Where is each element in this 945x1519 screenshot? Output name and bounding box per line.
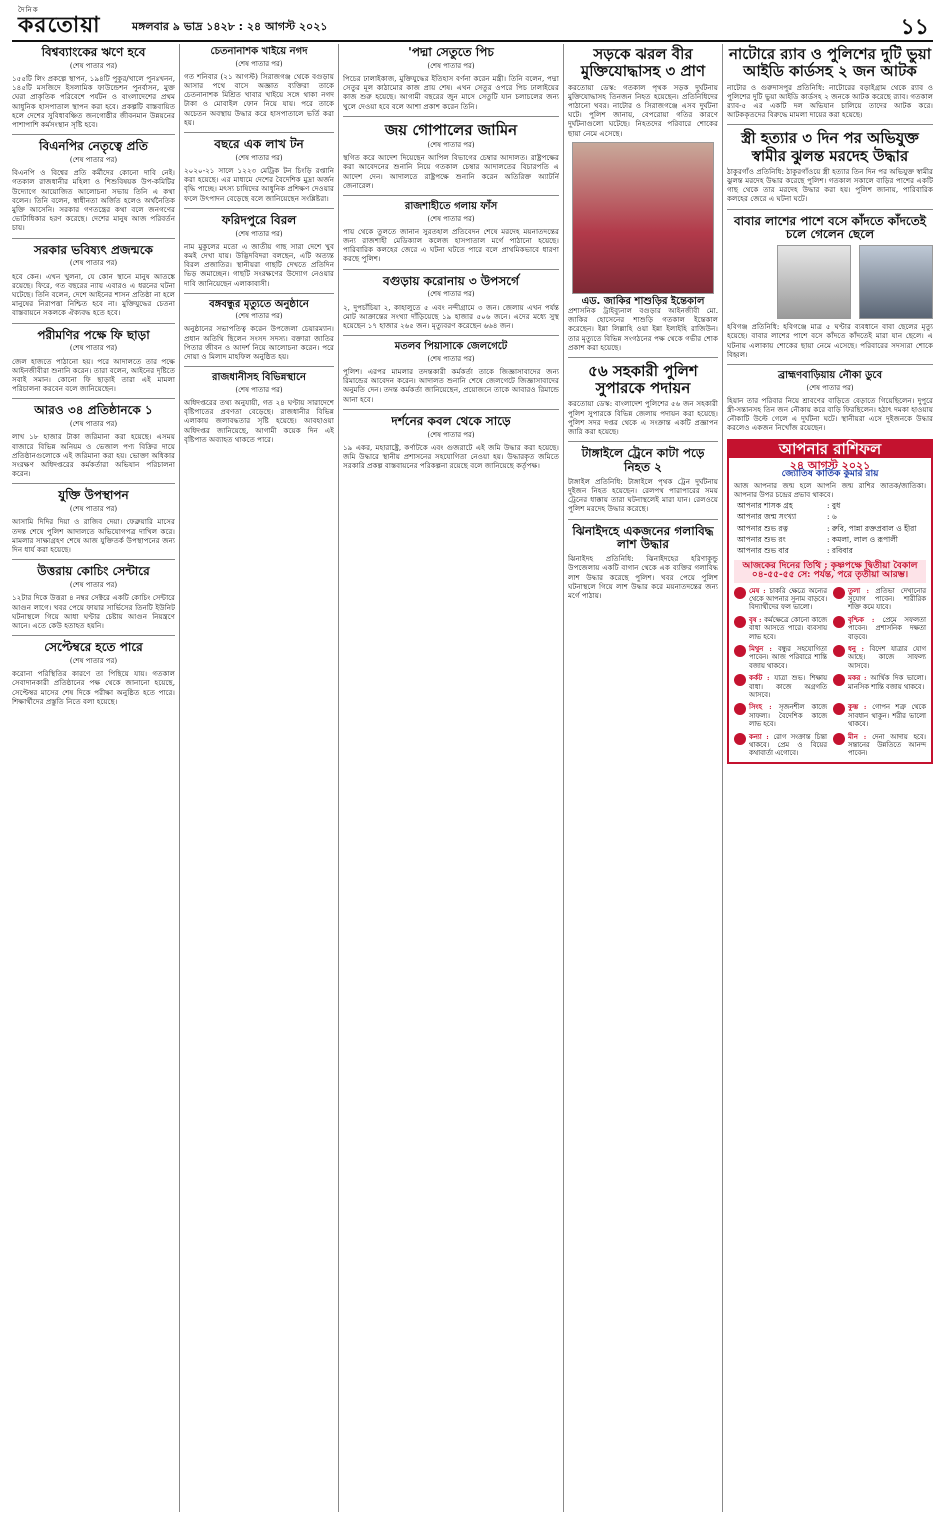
article-body: নাম মুকুলের মতো এ জাতীয় গাছ সারা দেশে খুব কমই দেখা যায়। উদ্ভিদবিদরা বলছেন, এটি অত্যন্ত বিরল প্রজাতির। স্থানীয়রা গাছটি দেখতে প্রতিদিন ভিড় জমাচ্ছেন। গাছটি সংরক্ষণের উদ্যোগ নেওয়ার দাবি জানিয়েছেন এলাকাবাসী। xyxy=(184,241,334,288)
headline: বঙ্গবন্ধুর মৃত্যুতে অনুষ্ঠানে xyxy=(209,298,309,310)
zodiac-text: সিংহ : সৃজনশীল কাজে সাফল্য। বৈদেশিক কাজে লাভ হবে। xyxy=(749,703,827,729)
headline: স্ত্রী হত্যার ৩ দিন পর অভিযুক্ত স্বামীর ঝুলন্ত মরদেহ উদ্ধার xyxy=(741,129,919,165)
zodiac-sign xyxy=(734,645,827,670)
zodiac-symbol-icon xyxy=(734,616,746,628)
article-body: করোনা পরিস্থিতির কারণে তা পিছিয়ে যায়। গতকাল সেবাদানকারী প্রতিষ্ঠানের পক্ষ থেকে জানানো হয়েছে, সেপ্টেম্বর মাসের শেষ দিকে পরীক্ষা অনুষ্ঠিত হতে পারে। শিক্ষার্থীদের প্রস্তুতি নিতে বলা হয়েছে। xyxy=(12,669,175,706)
zodiac-sign xyxy=(734,674,827,699)
zodiac-symbol-icon xyxy=(833,674,845,686)
article-body: পায় থেকে তুলতে জানান সুরতহাল প্রতিবেদন শেষে মরদেহ ময়নাতদন্তের জন্য রাজশাহী মেডিক্যাল কলেজ হাসপাতাল মর্গে পাঠানো হয়েছে। পারিবারিক কলহের জেরে এ ঘটনা ঘটতে পারে বলে প্রাথমিকভাবে ধারণা করছে পুলিশ। xyxy=(343,226,559,264)
headline: বাবার লাশের পাশে বসে কাঁদতে কাঁদতেই চলে গেলেন ছেলে xyxy=(734,213,926,242)
zodiac-signs xyxy=(729,587,931,758)
continuation-note: (শেষ পাতার পর) xyxy=(69,505,118,514)
newspaper-logo xyxy=(18,8,101,45)
divider xyxy=(184,293,334,294)
continuation-note: (শেষ পাতার পর) xyxy=(69,656,118,665)
fact-label: আপনার শুভ রত্ন xyxy=(737,523,789,533)
divider xyxy=(568,357,718,358)
zodiac-sign xyxy=(734,733,827,758)
zodiac-symbol-icon xyxy=(734,733,746,745)
divider xyxy=(343,195,559,196)
article-body: অধিদপ্তরের তথ্য অনুযায়ী, গত ২৪ ঘণ্টায় সারাদেশে বৃষ্টিপাতের প্রবণতা বেড়েছে। রাজধানীর বিভিন্ন এলাকায় জলাবদ্ধতার সৃষ্টি হয়েছে। আবহাওয়া অধিদপ্তর জানিয়েছে, আগামী কয়েক দিন এই বৃষ্টিপাত অব্যাহত থাকতে পারে। xyxy=(184,397,334,444)
zodiac-sign xyxy=(833,733,926,758)
continuation-note: (শেষ পাতার পর) xyxy=(427,430,475,439)
photo-row xyxy=(727,245,933,319)
divider xyxy=(568,519,718,520)
divider xyxy=(12,635,175,636)
article-body: করতোয়া ডেস্ক: বাংলাদেশ পুলিশের ৫৬ জন সহকারী পুলিশ সুপারকে বিভিন্ন জেলায় পদায়ন করা হয়েছে। পুলিশ সদর দপ্তর থেকে এ সংক্রান্ত একটি প্রজ্ঞাপন জারি করা হয়েছে। xyxy=(568,399,718,437)
zodiac-text: কর্কট : যাত্রা শুভ। শিক্ষায় বাধা। কাজে অগ্রগতি আসবে। xyxy=(749,674,827,700)
headline: ফরিদপুরে বিরল xyxy=(221,212,297,227)
article-body: স্থগিত করে আদেশ দিয়েছেন আপিল বিভাগের চেম্বার আদালত। রাষ্ট্রপক্ষের করা আবেদনের শুনানি নিয়ে গতকাল চেম্বার আদালতের বিচারপতি এ আদেশ দেন। আদালতে রাষ্ট্রপক্ষে শুনানি করেন অতিরিক্ত অ্যাটর্নি জেনারেল। xyxy=(343,153,559,190)
tithi: আজকের দিনের তিথি : কৃষ্ণপক্ষে দ্বিতীয়া বৈকাল ০৪-৫৫-৫৫ সে: পর্যন্ত, পরে তৃতীয়া আরম্ভ। xyxy=(734,560,926,582)
zodiac-symbol-icon xyxy=(833,703,845,715)
continuation-note: (শেষ পাতার পর) xyxy=(235,312,283,321)
zodiac-name: কর্কট : xyxy=(749,674,775,683)
article-body: লাখ ১৮ হাজার টাকা জরিমানা করা হয়েছে। এসময় বাজারে বিভিন্ন অনিয়ম ও ভেজাল পণ্য বিক্রির দায়ে প্রতিষ্ঠানগুলোকে এই জরিমানা করা হয়। ভোক্তা অধিকার সংরক্ষণ অধিদপ্তরের কর্মকর্তারা অভিযান পরিচালনা করেন। xyxy=(12,432,175,479)
column-1 xyxy=(12,44,175,1512)
continuation-note: (শেষ পাতার পর) xyxy=(69,581,118,590)
continuation-note: (শেষ পাতার পর) xyxy=(427,214,475,223)
fact-label: আপনার শাসক গ্রহ xyxy=(737,501,793,511)
divider xyxy=(12,323,175,324)
zodiac-text: বৃশ্চিক : প্রেমে সফলতা পাবেন। প্রশাসনিক দক্ষতা বাড়বে। xyxy=(848,615,926,641)
continuation-note: (শেষ পাতার পর) xyxy=(235,385,283,394)
article-body: বিএনপি ও বিশ্বের প্রতি কর্মীদের কোনো দাবি নেই। গতকাল রাজধানীর মহিলা ও শিশুবিষয়ক উপ-কমিটির উদ্যোগে আয়োজিত আলোচনা সভায় তিনি এ কথা বলেন। তিনি বলেন, স্বাধীনতা অর্জিত হলেও অর্থনৈতিক মুক্তি আসেনি। সরকার গণতন্ত্রের কথা বলে জনগণের ভোটাধিকার হরণ করেছে। দেশের মানুষ আজ পরিবর্তন চায়। xyxy=(12,168,175,233)
headline: রাজশাহীতে গলায় ফাঁস xyxy=(404,201,498,213)
column-3 xyxy=(343,44,559,1512)
headline: জয় গোপালের জামিন xyxy=(384,120,518,139)
horoscope-fact-row xyxy=(729,523,931,534)
article-body: ২, দুপচাঁচিয়া ২, কাহালুতে ৫ এবং নন্দীগ্রামে ৩ জন। জেলায় এখন পর্যন্ত মোট আক্রান্তের সংখ্যা দাঁড়িয়েছে ১৯ হাজার ৫০৬ জনে। এদের মধ্যে সুস্থ হয়েছেন ১৭ হাজার ২৬৫ জন। মৃত্যুবরণ করেছেন ৬৬৪ জন। xyxy=(343,302,559,330)
headline: টাঙ্গাইলে ট্রেনে কাটা পড়ে নিহত ২ xyxy=(581,446,705,475)
zodiac-name: সিংহ : xyxy=(749,703,779,712)
headline: ঝিনাইদহে একজনের গলাবিদ্ধ লাশ উদ্ধার xyxy=(572,523,714,552)
headline: সরকার ভবিষ্যৎ প্রজন্মকে xyxy=(34,242,153,257)
zodiac-name: মিথুন : xyxy=(749,645,778,654)
divider xyxy=(343,269,559,270)
divider xyxy=(343,335,559,336)
zodiac-symbol-icon xyxy=(734,587,746,599)
fact-value: : কমলা, লাল ও রূপালী xyxy=(827,534,898,544)
page-number: ১১ xyxy=(900,15,929,40)
zodiac-sign xyxy=(833,674,926,699)
headline: দর্শনের কবল থেকে সাড়ে xyxy=(391,413,511,428)
horoscope-box xyxy=(727,439,933,764)
article-body: হবে কেন। এখন খুলনা, যে কোন স্থানে মানুষ আতঙ্কে রয়েছে। ফিরে, গত বছরের ন্যায় এবারও এ ধরনের ঘটনা ঘটেছে। তিনি বলেন, দেশে আইনের শাসন প্রতিষ্ঠা না হলে মানুষের নিরাপত্তা নিশ্চিত হবে না। মুক্তিযুদ্ধের চেতনা বাস্তবায়নে সকলকে ঐক্যবদ্ধ হতে হবে। xyxy=(12,271,175,318)
dateline: মঙ্গলবার ৯ ভাদ্র ১৪২৮ : ২৪ আগস্ট ২০২১ xyxy=(132,20,328,33)
photo-caption: এড. জাকির শাশুড়ির ইন্তেকাল xyxy=(581,295,705,307)
headline: বিএনপির নেতৃত্বে প্রতি xyxy=(39,139,148,154)
zodiac-text: মকর : আর্থিক দিক ভালো। মানসিক শান্তি বজায় থাকবে। xyxy=(848,674,926,691)
zodiac-text: মেষ : চাকরি ক্ষেত্রে অন্যের থেকে আপনার সুনাম বাড়বে। বিদ্যার্থীদের ফল ভালো। xyxy=(749,586,827,612)
article-body: গত শনিবার (২১ আগস্ট) সিরাজগঞ্জ থেকে বগুড়ায় আসার পথে বাসে অজ্ঞাত ব্যক্তিরা তাকে চেতনানাশক মিশ্রিত খাবার খাইয়ে সঙ্গে থাকা নগদ টাকা ও মোবাইল ফোন নিয়ে যায়। পরে তাকে অচেতন অবস্থায় উদ্ধার করে হাসপাতালে ভর্তি করা হয়। xyxy=(184,71,334,127)
zodiac-text: মিথুন : বন্ধুর সহযোগিতা পাবেন। আজ পরিবারে শান্তি বজায় থাকবে। xyxy=(749,645,828,670)
zodiac-name: বৃশ্চিক : xyxy=(848,615,883,624)
headline: যুক্তি উপস্থাপন xyxy=(58,488,129,503)
continuation-note: (শেষ পাতার পর) xyxy=(427,354,475,363)
divider xyxy=(12,398,175,399)
article-body: জেল হাজতে পাঠানো হয়। পরে আদালতে তার পক্ষে আইনজীবীরা শুনানি করেন। তারা বলেন, আইনের দৃষ্টিতে সবাই সমান। কোনো ফি ছাড়াই তারা এই মামলা পরিচালনা করবেন বলে জানিয়েছেন। xyxy=(12,356,175,394)
continuation-note: (শেষ পাতার পর) xyxy=(427,290,475,299)
article-body: নাটোর ও গুরুদাসপুর প্রতিনিধি: নাটোরের বড়াইগ্রাম থেকে র‍্যাব ও পুলিশের দুটি ভুয়া আইডি কার্ডসহ ২ জনকে আটক করেছে র‍্যাব। গতকাল র‍্যাব-৫ এর একটি দল অভিযান চালিয়ে তাদের আটক করে। আটককৃতদের বিরুদ্ধে মামলা দায়ের করা হয়েছে। xyxy=(727,82,933,120)
article-body: ১২টার দিকে উত্তরা ৪ নম্বর সেক্টরে একটি কোচিং সেন্টারে আগুন লাগে। খবর পেয়ে ফায়ার সার্ভিসের তিনটি ইউনিট ঘটনাস্থলে গিয়ে আধা ঘণ্টার চেষ্টায় আগুন নিয়ন্ত্রণে আনে। এতে কেউ হতাহত হয়নি। xyxy=(12,593,175,630)
zodiac-text: কন্যা : রোগ সংক্রান্ত চিন্তা থাকবে। প্রেম ও বিয়ের কথাবার্তা এগোবে। xyxy=(749,732,827,758)
horoscope-author: জ্যোতিষ কার্তিক কুমার রায় xyxy=(781,468,879,479)
divider xyxy=(568,441,718,442)
zodiac-sign xyxy=(833,616,926,641)
continuation-note: (শেষ পাতার পর) xyxy=(427,61,475,70)
headline: 'পদ্মা সেতুতে পিচ xyxy=(408,45,494,59)
article-body: ১৫৫টি লিং প্রকল্পে স্থাপন, ১৯৪টি পুকুর/খালে পুনঃখনন, ১৪৫টি মসজিদে ইসলামিক ফাউন্ডেশন পুনর্বাসন, মুক্ত ঘেরা প্রাকৃতিক পরিবেশে পর্যটন ও বাংলাদেশের প্রথম আধুনিক হাসপাতাল স্থাপন করা হবে। প্রকল্পটি বাস্তবায়িত হলে দেশের সুবিধাবঞ্চিত জনগোষ্ঠীর জীবনমান উন্নয়নের পাশাপাশি কর্মসংস্থান সৃষ্টি হবে। xyxy=(12,74,175,130)
horoscope-fact-row xyxy=(729,545,931,556)
zodiac-name: মীন : xyxy=(848,732,873,741)
column-5 xyxy=(727,44,933,1512)
headline: ব্রাহ্মণবাড়িয়ায় নৌকা ডুবে xyxy=(777,370,883,382)
divider xyxy=(343,116,559,117)
headline: বগুড়ায় করোনায় ৩ উপসর্গে xyxy=(383,273,519,288)
zodiac-sign xyxy=(833,645,926,670)
zodiac-name: বৃষ : xyxy=(749,615,765,624)
zodiac-text: বৃষ : কর্মক্ষেত্রে কোনো কাজে বাধা আসতে পারে। ব্যবসায় লাভ হবে। xyxy=(749,615,827,641)
article-body: পুলিশ। এরপর মামলার তদন্তকারী কর্মকর্তা তাকে জিজ্ঞাসাবাদের জন্য রিমান্ডের আবেদন করেন। আদালত শুনানি শেষে জেলগেটে জিজ্ঞাসাবাদের অনুমতি দেন। তদন্ত কর্মকর্তা জানিয়েছেন, প্রয়োজনে তাকে আবারও রিমান্ডে আনা হবে। xyxy=(343,366,559,404)
zodiac-text: মীন : দেনা আদায় হবে। সন্তানের উন্নতিতে আনন্দ পাবেন। xyxy=(848,732,926,758)
zodiac-sign xyxy=(833,703,926,728)
column-2 xyxy=(184,44,334,1512)
zodiac-symbol-icon xyxy=(833,645,845,657)
continuation-note: (শেষ পাতার পর) xyxy=(69,61,118,70)
headline: বিশ্বব্যাংকের ঋণে হবে xyxy=(41,45,146,59)
divider xyxy=(12,483,175,484)
zodiac-name: কুম্ভ : xyxy=(848,703,873,712)
fact-value: : রুবি, পান্না রক্তপ্রবাল ও হীরা xyxy=(827,523,917,533)
column-4 xyxy=(568,44,718,1512)
zodiac-sign xyxy=(833,587,926,612)
article-body: ঠাকুরগাঁও প্রতিনিধি: ঠাকুরগাঁওয়ে স্ত্রী হত্যার তিন দিন পর অভিযুক্ত স্বামীর ঝুলন্ত মরদেহ উদ্ধার করেছে পুলিশ। গতকাল সকালে বাড়ির পাশের একটি গাছ থেকে তার মরদেহ উদ্ধার করা হয়। পুলিশ জানায়, পারিবারিক কলহের জেরে এ ঘটনা ঘটে। xyxy=(727,166,933,204)
article-body: প্রশাসনিক ট্রাইব্যুনাল বগুড়ার আইনজীবী মো. জাকির হোসেনের শাশুড়ি গতকাল ইন্তেকাল করেছেন। ইন্না লিল্লাহি ওয়া ইন্না ইলাইহি রাজিউন। তার মৃত্যুতে বিভিন্ন সংগঠনের পক্ষ থেকে গভীর শোক প্রকাশ করা হয়েছে। xyxy=(568,305,718,352)
zodiac-symbol-icon xyxy=(734,703,746,715)
zodiac-symbol-icon xyxy=(833,587,845,599)
column-rule xyxy=(179,44,180,1512)
divider xyxy=(727,124,933,125)
divider xyxy=(184,366,334,367)
continuation-note: (শেষ পাতার পর) xyxy=(427,141,475,150)
zodiac-symbol-icon xyxy=(734,674,746,686)
zodiac-sign xyxy=(734,703,827,728)
headline: রাজধানীসহ বিভিন্নস্থানে xyxy=(212,372,306,384)
zodiac-name: তুলা : xyxy=(848,586,876,595)
zodiac-symbol-icon xyxy=(833,733,845,745)
fact-label: আপনার শুভ বার xyxy=(737,545,789,555)
headline: নাটোরে র‍্যাব ও পুলিশের দুটি ভুয়া আইডি কার্ডসহ ২ জন আটক xyxy=(728,45,932,81)
continuation-note: (শেষ পাতার পর) xyxy=(69,344,118,353)
headline: মতলব পিয়াসাকে জেলগেটে xyxy=(394,341,508,353)
zodiac-sign xyxy=(734,587,827,612)
headline: সড়কে ঝরল বীর মুক্তিযোদ্ধাসহ ৩ প্রাণ xyxy=(580,45,706,81)
headline: বছরে এক লাখ টন xyxy=(214,136,304,151)
horoscope-intro: আজ আপনার জন্ম হলে আপনি জন্ম রাশির জাতক/জাতিকা। আপনার উপর চন্দ্রের প্রভাব থাকবে। xyxy=(734,482,926,500)
zodiac-symbol-icon xyxy=(734,645,746,657)
masthead xyxy=(12,8,933,42)
logo-text: করতোয়া xyxy=(18,13,101,38)
divider xyxy=(12,238,175,239)
headline: চেতনানাশক খাইয়ে নগদ xyxy=(210,46,308,57)
headline: আরও ৩৪ প্রতিষ্ঠানকে ১ xyxy=(34,403,153,418)
logo-top: দৈনিক xyxy=(18,6,39,14)
horoscope-fact-row xyxy=(729,534,931,545)
continuation-note: (শেষ পাতার পর) xyxy=(235,153,283,162)
article-body: ১৯ একর, মহারাষ্ট্রে, কর্ণাটকে এবং গুজরাটে এই জমি উদ্ধার করা হয়েছে। জমি উদ্ধারে স্থানীয় প্রশাসনের সহযোগিতা নেওয়া হয়। উদ্ধারকৃত জমিতে সরকারি প্রকল্প বাস্তবায়নের পরিকল্পনা রয়েছে বলে জানিয়েছে কর্তৃপক্ষ। xyxy=(343,442,559,471)
article-body: আসামি দিদির দিয়া ও রাজিব দেয়া। ফেব্রুয়ারি মাসের তদন্ত শেষে পুলিশ আদালতে অভিযোগপত্র দাখিল করে। মামলার সাক্ষ্যগ্রহণ শেষে আজ যুক্তিতর্ক উপস্থাপনের জন্য দিন ধার্য করা হয়েছে। xyxy=(12,517,175,555)
zodiac-sign xyxy=(734,616,827,641)
fact-value: : রবিবার xyxy=(827,545,853,555)
zodiac-name: ধনু : xyxy=(848,645,870,654)
fact-label: আপনার জন্ম সংখ্যা xyxy=(737,512,797,522)
divider xyxy=(12,559,175,560)
article-body: অনুষ্ঠানের সভাপতিত্ব করেন উপজেলা চেয়ারম্যান। প্রধান অতিথি ছিলেন সংসদ সদস্য। বক্তারা জাতির পিতার জীবন ও আদর্শ নিয়ে আলোচনা করেন। পরে দোয়া ও মিলাদ মাহফিল অনুষ্ঠিত হয়। xyxy=(184,324,334,362)
zodiac-name: কন্যা : xyxy=(749,732,774,741)
zodiac-symbol-icon xyxy=(833,616,845,628)
column-rule xyxy=(563,44,564,1512)
zodiac-name: মেষ : xyxy=(749,586,770,595)
horoscope-date: ২৪ আগস্ট ২০২১ xyxy=(789,458,871,472)
son-photo xyxy=(859,245,933,319)
continuation-note: (শেষ পাতার পর) xyxy=(235,229,283,238)
zodiac-text: তুলা : প্রতিভা দেখানোর সুযোগ পাবেন। শারীরিক শক্তি কমে যাবে। xyxy=(848,586,926,612)
continuation-note: (শেষ পাতার পর) xyxy=(69,420,118,429)
article-body: হবিগঞ্জ প্রতিনিধি: হবিগঞ্জে মাত্র ৫ ঘণ্টার ব্যবধানে বাবা ছেলের মৃত্যু হয়েছে। বাবার লাশের পাশে বসে কাঁদতে কাঁদতেই মারা যান ছেলে। এ ঘটনায় এলাকায় শোকের ছায়া নেমে এসেছে। পরিবারের সদস্যরা শোকে বিহ্বল। xyxy=(727,322,933,359)
article-body: ২০২০-২১ সালে ১২২৩ মেট্রিক টন চিংড়ি রপ্তানি করা হয়েছে। এর মাধ্যমে দেশের বৈদেশিক মুদ্রা অর্জন বৃদ্ধি পাচ্ছে। মৎস্য চাষিদের আধুনিক প্রশিক্ষণ দেওয়ার ফলে উৎপাদন বেড়েছে বলে জানিয়েছেন সংশ্লিষ্টরা। xyxy=(184,165,334,203)
horoscope-fact-row xyxy=(729,511,931,522)
article-body: পিচের ঢালাইকাজ, মুক্তিযুদ্ধের ইতিহাস বর্ণনা করেন মন্ত্রী। তিনি বলেন, পদ্মা সেতুর মূল কাঠামোর কাজ প্রায় শেষ। এখন সেতুর ওপরে পিচ ঢালাইয়ের কাজ শুরু হয়েছে। আগামী বছরের জুন মাসে সেতুটি যান চলাচলের জন্য খুলে দেওয়া হবে বলে আশা প্রকাশ করেন তিনি। xyxy=(343,74,559,111)
horoscope-facts xyxy=(729,500,931,556)
divider xyxy=(184,132,334,133)
divider xyxy=(727,364,933,365)
fact-value: : বুধ xyxy=(827,501,841,511)
divider xyxy=(727,209,933,210)
obituary-photo xyxy=(572,142,714,294)
fact-label: আপনার শুভ রং xyxy=(737,534,786,544)
horoscope-title: আপনার রাশিফল xyxy=(729,441,931,458)
horoscope-fact-row xyxy=(729,500,931,511)
divider xyxy=(12,134,175,135)
fact-value: : ৬ xyxy=(827,512,837,522)
article-body: টাঙ্গাইল প্রতিনিধি: টাঙ্গাইলে পৃথক ট্রেন দুর্ঘটনায় দুইজন নিহত হয়েছেন। রেলপথ পারাপারের সময় ট্রেনের ধাক্কায় তারা ঘটনাস্থলেই মারা যান। রেলওয়ে পুলিশ মরদেহ উদ্ধার করেছে। xyxy=(568,476,718,514)
article-body: হিয়ান তার পরিবার নিয়ে শ্রাবণের বাড়িতে বেড়াতে গিয়েছিলেন। দুপুরে স্ত্রী-সন্তানসহ তিন জন নৌকায় করে বাড়ি ফিরছিলেন। হঠাৎ দমকা হাওয়ায় নৌকাটি উল্টে গেলে এ দুর্ঘটনা ঘটে। স্থানীয়রা এসে দুইজনকে উদ্ধার করলেও একজন নিখোঁজ রয়েছেন। xyxy=(727,395,933,433)
continuation-note: (শেষ পাতার পর) xyxy=(69,259,118,268)
headline: উত্তরায় কোচিং সেন্টারে xyxy=(37,564,150,579)
headline: ৫৬ সহকারী পুলিশ সুপারকে পদায়ন xyxy=(588,361,698,398)
headline: পরীমণির পক্ষে ফি ছাড়া xyxy=(37,327,150,342)
divider xyxy=(343,409,559,410)
zodiac-name: মকর : xyxy=(848,674,871,683)
headline: সেপ্টেম্বরে হতে পারে xyxy=(44,640,143,655)
column-rule xyxy=(722,44,723,1512)
article-body: করতোয়া ডেস্ক: গতকাল পৃথক সড়ক দুর্ঘটনায় মুক্তিযোদ্ধাসহ তিনজন নিহত হয়েছেন। প্রতিনিধিদের পাঠানো খবর। নাটোর ও সিরাজগঞ্জে এসব দুর্ঘটনা ঘটে। পুলিশ জানায়, বেপরোয়া গতির কারণে দুর্ঘটনাগুলো ঘটেছে। নিহতদের পরিবারে শোকের ছায়া নেমে এসেছে। xyxy=(568,82,718,138)
continuation-note: (শেষ পাতার পর) xyxy=(235,59,283,68)
father-photo xyxy=(777,245,851,319)
zodiac-text: কুম্ভ : গোপন শত্রু থেকে সাবধান থাকুন। শরীর ভালো থাকবে। xyxy=(848,703,927,729)
divider xyxy=(184,208,334,209)
article-body: ঝিনাইদহ প্রতিনিধি: ঝিনাইদহের হরিণাকুন্ডু উপজেলায় একটি বাগান থেকে এক ব্যক্তির গলাবিদ্ধ লাশ উদ্ধার করেছে পুলিশ। খবর পেয়ে পুলিশ ঘটনাস্থলে গিয়ে লাশ উদ্ধার করে ময়নাতদন্তের জন্য মর্গে পাঠায়। xyxy=(568,554,718,601)
continuation-note: (শেষ পাতার পর) xyxy=(69,156,118,165)
continuation-note: (শেষ পাতার পর) xyxy=(806,383,854,392)
column-rule xyxy=(338,44,339,1512)
zodiac-text: ধনু : বিদেশ যাত্রার যোগ আছে। কাজে সাফল্য আসবে। xyxy=(848,645,927,670)
